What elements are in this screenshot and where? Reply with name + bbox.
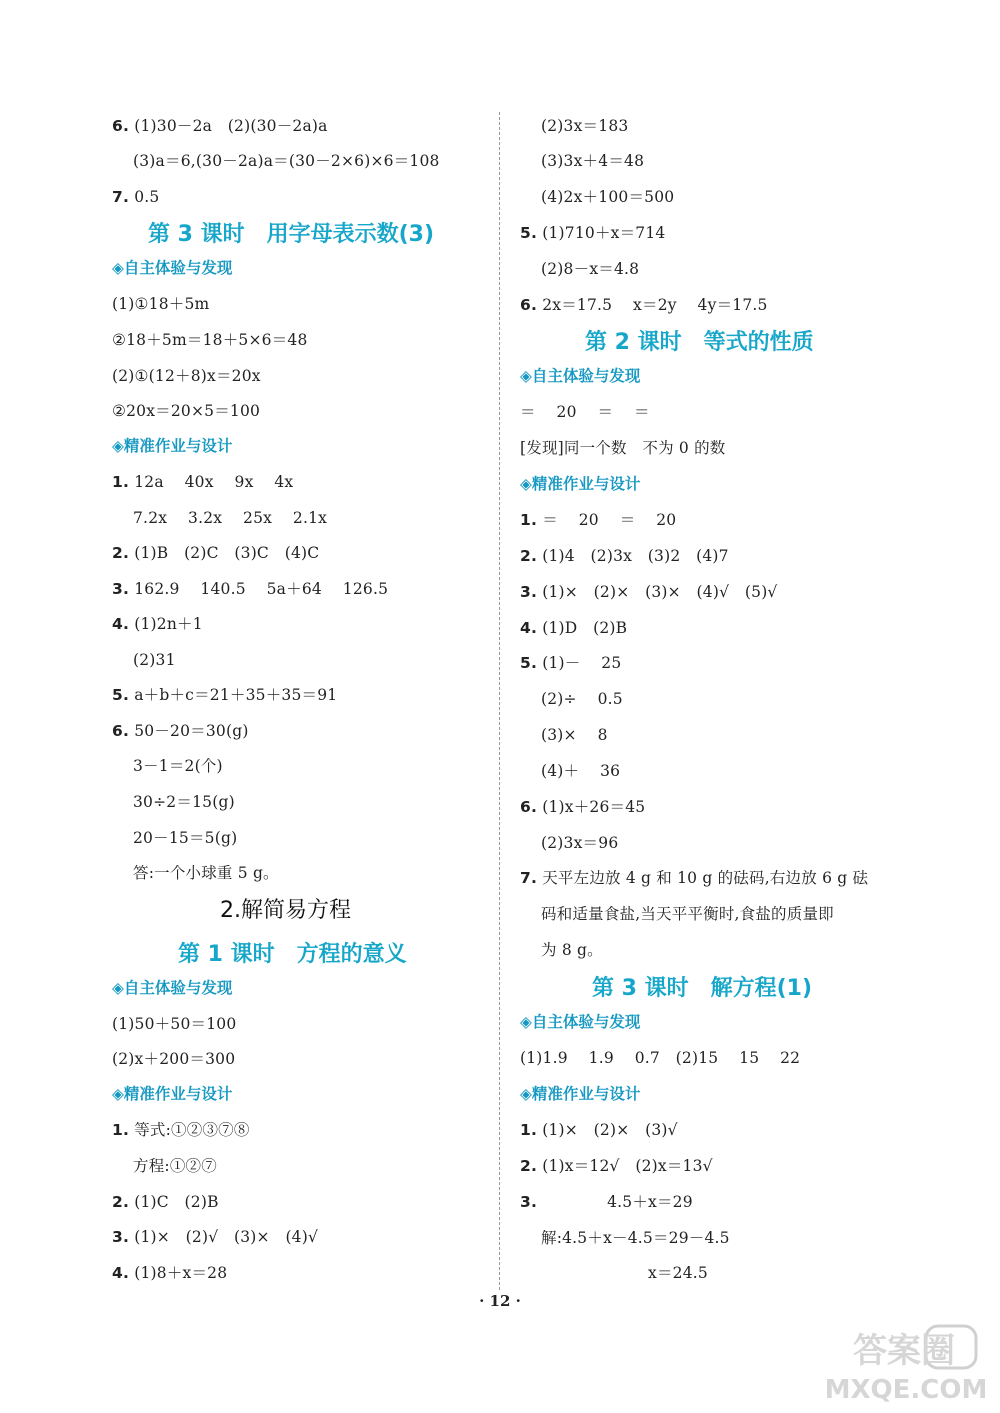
page-number: · 12 · [479, 1292, 521, 1310]
answer-line: 6. (1)x＋26＝45 [520, 798, 646, 816]
chapter-heading: 2.解简易方程 [220, 898, 351, 923]
answer-line: 1. 12a 40x 9x 4x [112, 473, 294, 491]
answer-line: 2. (1)C (2)B [112, 1193, 219, 1211]
answer-line: 5. (1)－ 25 [520, 654, 622, 672]
answer-line: (4)2x＋100＝500 [541, 188, 675, 206]
answer-line: 20－15＝5(g) [133, 829, 238, 847]
answer-line: 3. 4.5＋x＝29 [520, 1193, 693, 1211]
answer-line: 4. (1)8＋x＝28 [112, 1264, 228, 1282]
section-heading: ◈精准作业与设计 [520, 1085, 641, 1103]
answer-line: 2. (1)x＝12√ (2)x＝13√ [520, 1157, 713, 1175]
answer-line: 7. 0.5 [112, 188, 160, 206]
answer-line: ②18＋5m＝18＋5×6＝48 [112, 331, 308, 349]
answer-line: 答:一个小球重 5 g。 [133, 864, 279, 882]
lesson-heading: 第 2 课时 等式的性质 [585, 330, 814, 355]
section-heading: ◈自主体验与发现 [520, 1013, 641, 1031]
answer-line: (4)＋ 36 [541, 762, 621, 780]
answer-line: 方程:①②⑦ [133, 1157, 217, 1175]
answer-line: (2)31 [133, 651, 176, 669]
answer-line: 为 8 g。 [541, 941, 603, 959]
answer-line: 1. ＝ 20 ＝ 20 [520, 511, 677, 529]
section-heading: ◈自主体验与发现 [520, 367, 641, 385]
answer-line: 2. (1)4 (2)3x (3)2 (4)7 [520, 547, 729, 565]
answer-line: 5. a＋b＋c＝21＋35＋35＝91 [112, 686, 338, 704]
answer-line: [发现]同一个数 不为 0 的数 [520, 439, 726, 457]
answer-line: (2)8－x＝4.8 [541, 260, 640, 278]
answer-line: 4. (1)2n＋1 [112, 615, 203, 633]
answer-line: (3)× 8 [541, 726, 608, 744]
answer-line: 3. 162.9 140.5 5a＋64 126.5 [112, 580, 389, 598]
lesson-heading: 第 3 课时 解方程(1) [592, 976, 813, 1001]
section-heading: ◈精准作业与设计 [112, 437, 233, 455]
watermark-text: 答案圈 [853, 1331, 955, 1371]
answer-line: (2)x＋200＝300 [112, 1050, 236, 1068]
answer-line: x＝24.5 [648, 1264, 708, 1282]
answer-line: (2)3x＝96 [541, 834, 619, 852]
section-heading: ◈自主体验与发现 [112, 259, 233, 277]
section-heading: ◈精准作业与设计 [112, 1085, 233, 1103]
answer-line: 2. (1)B (2)C (3)C (4)C [112, 544, 320, 562]
answer-line: 3－1＝2(个) [133, 757, 223, 775]
answer-line: 7. 天平左边放 4 g 和 10 g 的砝码,右边放 6 g 砝 [520, 869, 869, 887]
answer-line: 解:4.5＋x－4.5＝29－4.5 [541, 1229, 730, 1247]
lesson-heading: 第 1 课时 方程的意义 [178, 942, 407, 967]
answer-line: 6. 2x＝17.5 x＝2y 4y＝17.5 [520, 296, 768, 314]
section-heading: ◈精准作业与设计 [520, 475, 641, 493]
watermark-logo [818, 1322, 993, 1406]
answer-line: 码和适量食盐,当天平平衡时,食盐的质量即 [541, 905, 834, 923]
answer-line: 30÷2＝15(g) [133, 793, 235, 811]
column-divider [499, 112, 500, 1290]
answer-line: (1)50＋50＝100 [112, 1015, 237, 1033]
answer-line: 3. (1)× (2)√ (3)× (4)√ [112, 1228, 319, 1246]
answer-line: 3. (1)× (2)× (3)× (4)√ (5)√ [520, 583, 778, 601]
answer-line: (3)a＝6,(30－2a)a＝(30－2×6)×6＝108 [133, 152, 440, 170]
answer-line: 7.2x 3.2x 25x 2.1x [133, 509, 328, 527]
answer-line: 6. (1)30－2a (2)(30－2a)a [112, 117, 328, 135]
answer-line: 5. (1)710＋x＝714 [520, 224, 666, 242]
lesson-heading: 第 3 课时 用字母表示数(3) [148, 222, 435, 247]
answer-line: 1. 等式:①②③⑦⑧ [112, 1121, 250, 1139]
section-heading: ◈自主体验与发现 [112, 979, 233, 997]
answer-line: 4. (1)D (2)B [520, 619, 628, 637]
answer-line: (2)3x＝183 [541, 117, 629, 135]
answer-line: (1)1.9 1.9 0.7 (2)15 15 22 [520, 1049, 801, 1067]
answer-line: (2)①(12＋8)x＝20x [112, 367, 261, 385]
answer-line: ②20x＝20×5＝100 [112, 402, 261, 420]
answer-line: ＝ 20 ＝ ＝ [520, 403, 650, 421]
answer-line: 1. (1)× (2)× (3)√ [520, 1121, 678, 1139]
answer-line: 6. 50－20＝30(g) [112, 722, 249, 740]
answer-line: (3)3x＋4＝48 [541, 152, 645, 170]
watermark-url: MXQE.COM [824, 1375, 988, 1405]
answer-line: (2)÷ 0.5 [541, 690, 623, 708]
answer-line: (1)①18＋5m [112, 295, 210, 313]
